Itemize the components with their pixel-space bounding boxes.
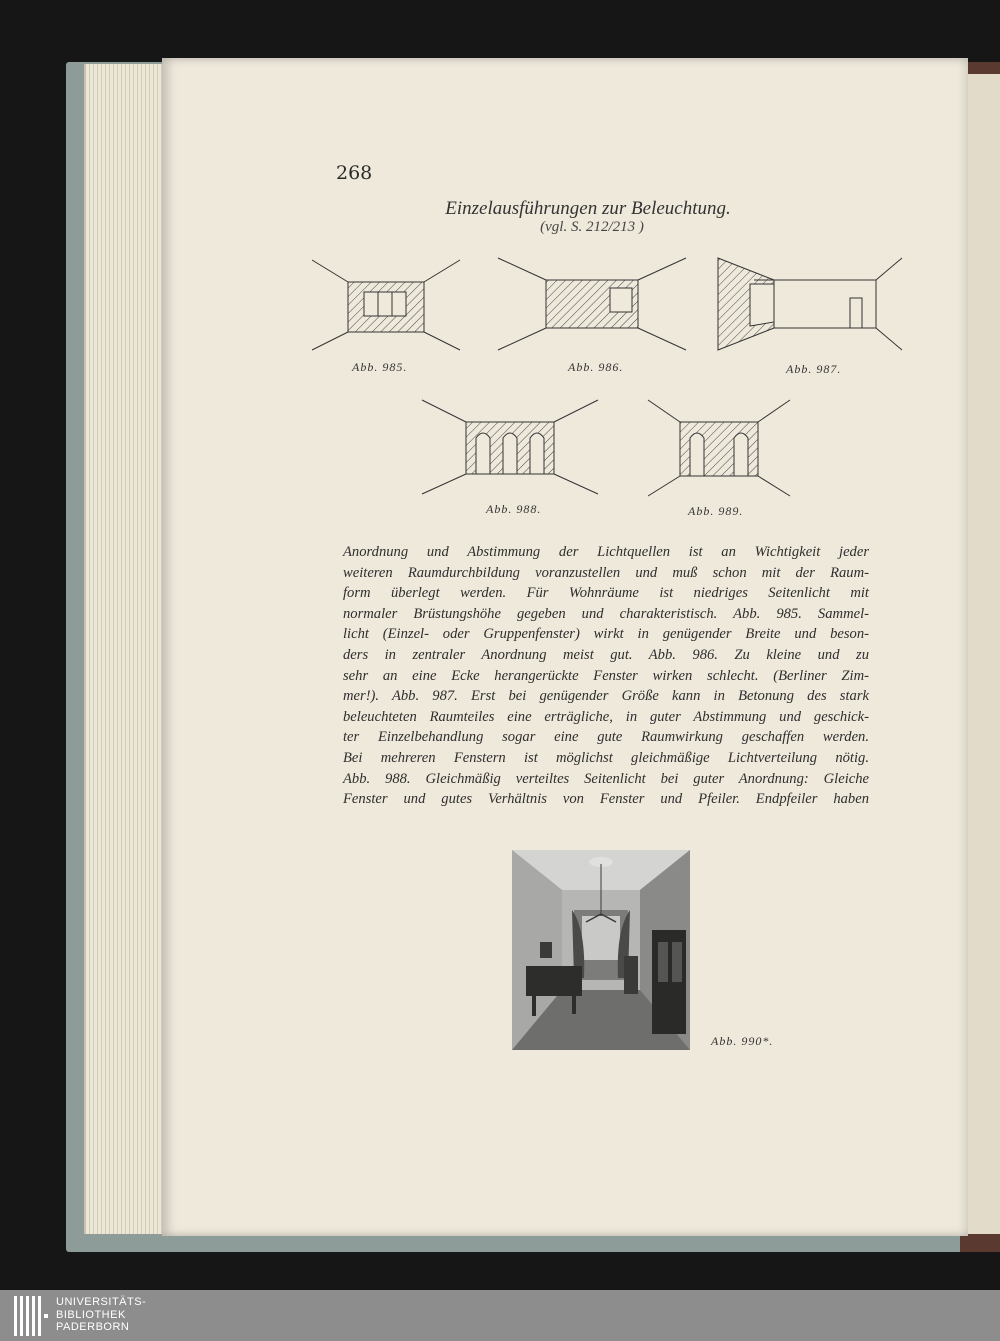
figure-989-diagram: [646, 398, 792, 498]
logo-line-3: PADERBORN: [56, 1321, 130, 1333]
figure-986-diagram: [496, 256, 688, 352]
figure-990-caption: Abb. 990*.: [711, 1034, 774, 1048]
body-line: form überlegt werden. Für Wohnräume ist niedriges Seitenlicht mit: [343, 585, 869, 602]
figure-985-diagram: [310, 258, 462, 352]
page-stack-right: [966, 74, 1000, 1234]
body-line: Anordnung und Abstimmung der Lichtquellen ist an Wichtigkeit jeder: [343, 544, 869, 560]
logo-line-1: UNIVERSITÄTS-: [56, 1296, 147, 1308]
figure-989-caption: Abb. 989.: [688, 504, 744, 518]
body-line: ter Einzelbehandlung sogar eine gute Raumwirkung geschaffen werden.: [343, 729, 869, 746]
body-line: mer!). Abb. 987. Erst bei genügender Größe kann in Betonung des stark: [343, 688, 869, 705]
body-line: ders in zentraler Anordnung meist gut. Abb. 986. Zu kleine und zu: [343, 646, 869, 663]
figure-987-diagram: [714, 256, 904, 352]
body-line: weiteren Raumdurchbildung voranzustellen und muß schon mit der Raum-: [343, 564, 869, 581]
figure-987-caption: Abb. 987.: [786, 362, 842, 376]
body-line: sehr an eine Ecke herangerückte Fenster wirken schlecht. (Berliner Zim-: [343, 667, 869, 684]
body-line: licht (Einzel- oder Gruppenfenster) wirkt in genügender Breite und beson-: [343, 626, 869, 643]
figure-988-diagram: [420, 398, 600, 496]
page-stack-left: [84, 64, 170, 1234]
interior-photo: [512, 850, 690, 1050]
page-heading: Einzelausführungen zur Beleuchtung.: [445, 198, 731, 219]
body-line: beleuchteten Raumteiles eine erträgliche, in guter Abstimmung und geschick-: [343, 708, 869, 725]
figure-986-caption: Abb. 986.: [568, 360, 624, 374]
footer-bar: [0, 1290, 1000, 1341]
library-logo-icon: [14, 1296, 50, 1336]
library-logo-text: [56, 1296, 146, 1334]
logo-line-2: BIBLIOTHEK: [56, 1308, 126, 1321]
body-line: normaler Brüstungshöhe gegeben und charakteristisch. Abb. 985. Sammel-: [343, 605, 869, 622]
body-paragraph: [343, 542, 869, 810]
figure-985-caption: Abb. 985.: [352, 360, 408, 374]
book-page: [162, 58, 968, 1236]
body-line: Fenster und gutes Verhältnis von Fenster und Pfeiler. Endpfeiler haben: [343, 791, 869, 808]
page-subheading: (vgl. S. 212/213 ): [540, 219, 644, 235]
page-number: 268: [336, 162, 373, 184]
figure-988-caption: Abb. 988.: [486, 502, 542, 516]
body-line: Bei mehreren Fenstern ist möglichst gleichmäßige Lichtverteilung nötig.: [343, 749, 869, 766]
body-line: Abb. 988. Gleichmäßig verteiltes Seitenlicht bei guter Anordnung: Gleiche: [343, 770, 869, 787]
